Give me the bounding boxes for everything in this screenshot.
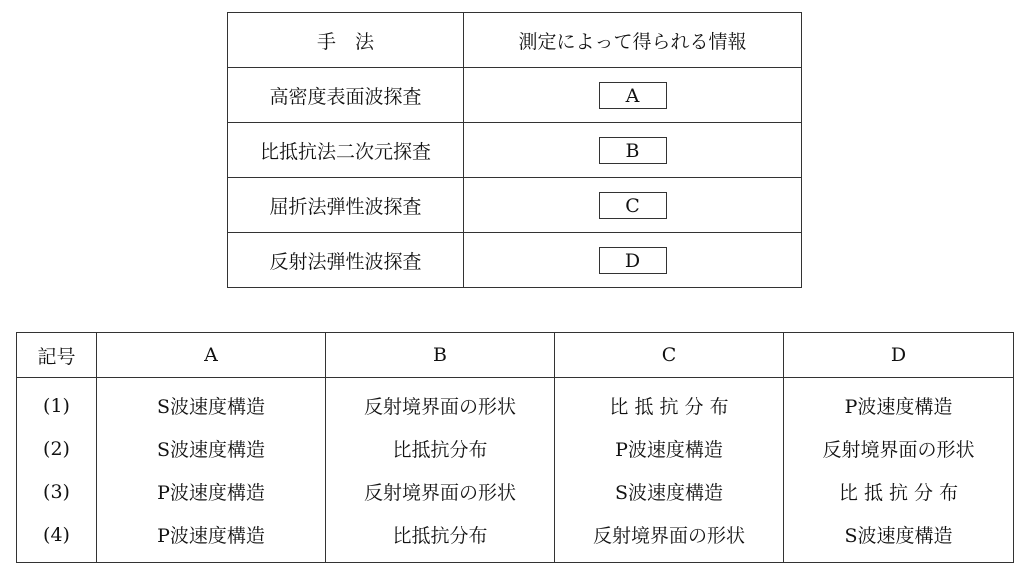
column-c-header-cell: C: [555, 333, 784, 378]
choice-cell: 反射境界面の形状: [326, 470, 555, 513]
blank-box: B: [599, 137, 667, 164]
choice-cell: 比抵抗分布: [326, 427, 555, 470]
choice-cell: 比 抵 抗 分 布: [555, 378, 784, 428]
column-b-header-cell: B: [326, 333, 555, 378]
choice-cell: 反射境界面の形状: [326, 378, 555, 428]
info-cell: [464, 233, 802, 288]
choice-cell: P波速度構造: [97, 513, 326, 563]
choice-cell: P波速度構造: [555, 427, 784, 470]
method-name-cell: 比抵抗法二次元探査: [228, 123, 464, 178]
choice-cell: S波速度構造: [97, 378, 326, 428]
column-a-header-cell: A: [97, 333, 326, 378]
choice-row: [17, 378, 1014, 428]
method-name-cell: 屈折法弾性波探査: [228, 178, 464, 233]
choice-table: [16, 332, 1014, 563]
method-name-cell: 反射法弾性波探査: [228, 233, 464, 288]
blank-box: A: [599, 82, 667, 109]
symbol-header-cell: 記号: [17, 333, 97, 378]
choice-number-cell: (1): [17, 378, 97, 428]
blank-box: C: [599, 192, 667, 219]
choice-row: [17, 470, 1014, 513]
method-row: [228, 123, 802, 178]
choice-number-cell: (3): [17, 470, 97, 513]
method-row: [228, 233, 802, 288]
choice-row: [17, 427, 1014, 470]
choice-number-cell: (4): [17, 513, 97, 563]
method-header-cell: 手 法: [228, 13, 464, 68]
choice-cell: 反射境界面の形状: [784, 427, 1014, 470]
method-table-header: [228, 13, 802, 68]
method-row: [228, 68, 802, 123]
choice-cell: S波速度構造: [784, 513, 1014, 563]
choice-cell: P波速度構造: [97, 470, 326, 513]
choice-cell: P波速度構造: [784, 378, 1014, 428]
blank-box: D: [599, 247, 667, 274]
choice-row: [17, 513, 1014, 563]
info-header-cell: 測定によって得られる情報: [464, 13, 802, 68]
method-table: [227, 12, 802, 288]
method-row: [228, 178, 802, 233]
info-cell: [464, 178, 802, 233]
choice-cell: 反射境界面の形状: [555, 513, 784, 563]
column-d-header-cell: D: [784, 333, 1014, 378]
choice-cell: S波速度構造: [555, 470, 784, 513]
info-cell: [464, 68, 802, 123]
method-name-cell: 高密度表面波探査: [228, 68, 464, 123]
choice-cell: 比 抵 抗 分 布: [784, 470, 1014, 513]
choice-cell: 比抵抗分布: [326, 513, 555, 563]
choice-number-cell: (2): [17, 427, 97, 470]
info-cell: [464, 123, 802, 178]
choice-cell: S波速度構造: [97, 427, 326, 470]
choice-table-header: [17, 333, 1014, 378]
